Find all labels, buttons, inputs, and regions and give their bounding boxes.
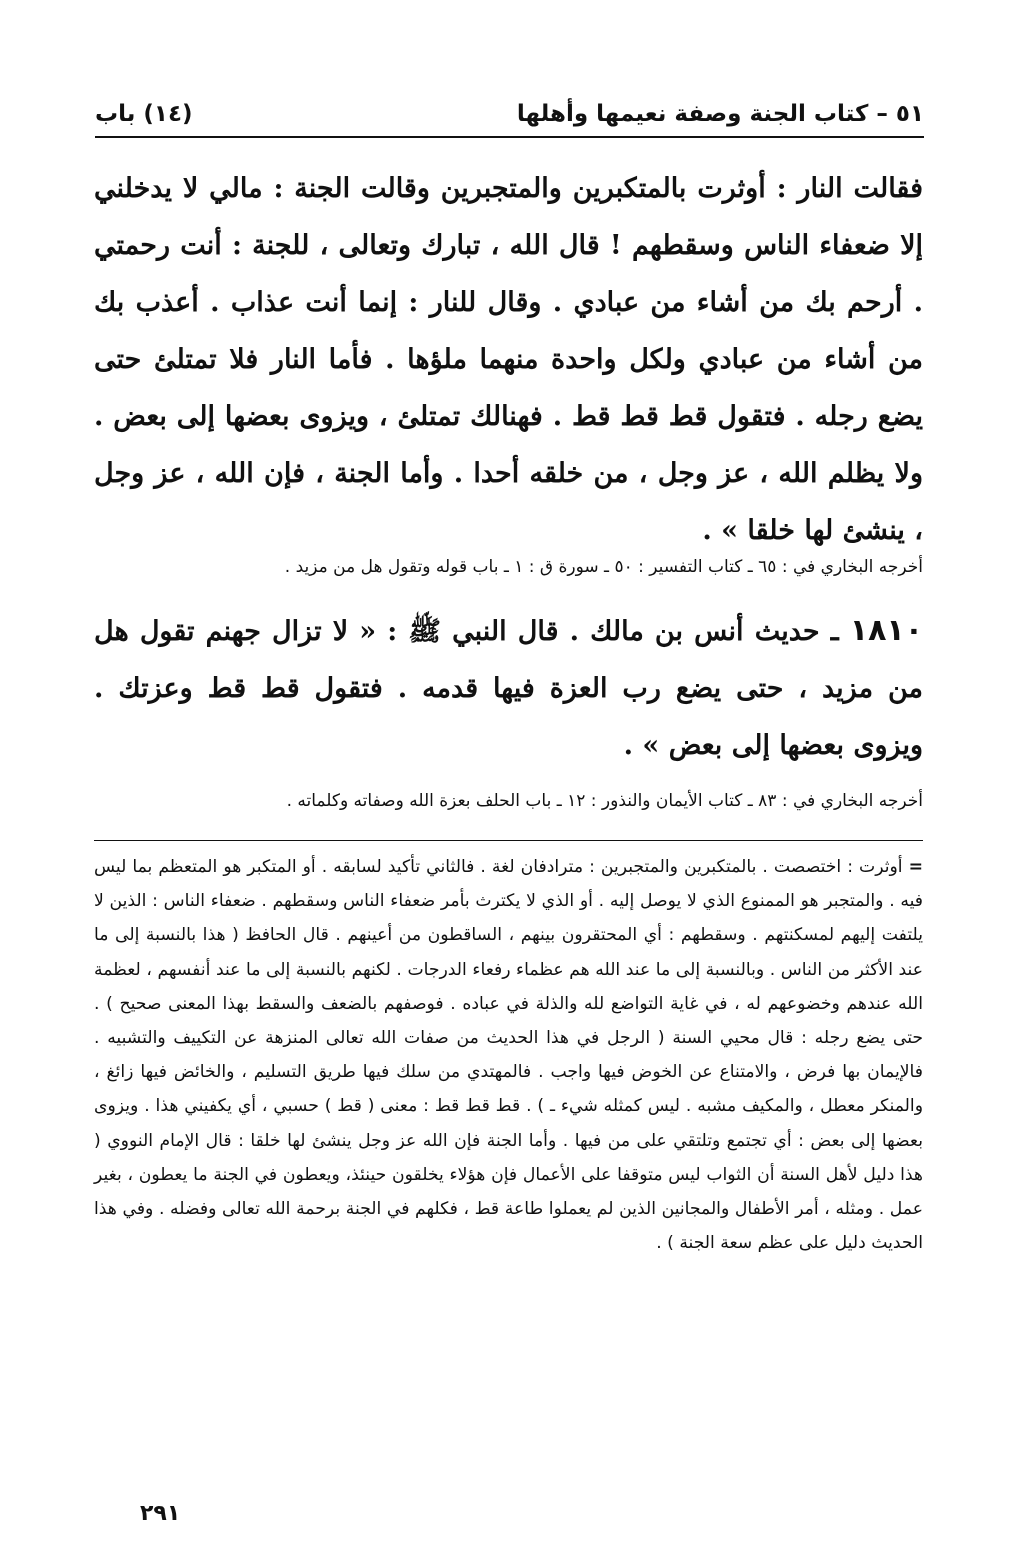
footnote-mark: = — [908, 857, 923, 877]
footnotes — [94, 850, 923, 1260]
footnote-text: أوثرت : اختصصت . بالمتكبرين والمتجبرين : مترادفان لغة . فالثاني تأكيد لسابقه . أو المتكبر هو المتعظم بما ليس فيه . والمتجبر هو الممنوع الذي لا يوصل إليه . أو الذي لا يكترث بأمر ضعفاء الناس وسقطهم . ضعفاء الناس : الذين لا يلتفت إليهم لمسكنتهم . وسقطهم : أي المحتقرون بينهم ، الساقطون من أعينهم . قال الحافظ ( هذا بالنسبة إلى ما عند الأكثر من الناس . وبالنسبة إلى ما عند الله هم عظماء رفعاء الدرجات . لكنهم بالنسبة إلى ما عند أنفسهم ، لعظمة الله عندهم وخضوعهم له ، في غاية التواضع لله والذلة في عباده . فوصفهم بالضعف والسقط بهذا المعنى صحيح ) . حتى يضع رجله : قال محيي السنة ( الرجل في هذا الحديث من صفات الله تعالى المنزهة عن التكييف والتشبيه . فالإيمان بها فرض ، والامتناع عن الخوض فيها واجب . فالمهتدي من سلك فيها طريق التسليم ، والخائض فيها زائغ ، والمنكر معطل ، والمكيف مشبه . ليس كمثله شيء ـ ) . قط قط قط : معنى ( قط ) حسبي ، أي يكفيني هذا . ويزوى بعضها إلى بعض : أي تجتمع وتلتقي على من فيها . وأما الجنة فإن الله عز وجل ينشئ لها خلقا : قال الإمام النووي ( هذا دليل لأهل السنة أن الثواب ليس متوقفا على الأعمال فإن هؤلاء يخلقون حينئذ، ويعطون في الجنة ما يعطون ، بغير عمل . ومثله ، أمر الأطفال والمجانين الذين لم يعملوا طاعة قط ، فكلهم في الجنة برحمة الله تعالى وفضله . وفي هذا الحديث دليل على عظم سعة الجنة ) . — [94, 857, 923, 1254]
hadith-1-text: فقالت النار : أوثرت بالمتكبرين والمتجبرين وقالت الجنة : مالي لا يدخلني إلا ضعفاء الناس وسقطهم ! قال الله ، تبارك وتعالى ، للجنة : أنت رحمتي . أرحم بك من أشاء من عبادي . وقال للنار : إنما أنت عذاب . أعذب بك من أشاء من عبادي ولكل واحدة منهما ملؤها . فأما النار فلا تمتلئ حتى يضع رجله . فتقول قط قط قط . فهنالك تمتلئ ، ويزوى بعضها إلى بعض . ولا يظلم الله ، عز وجل ، من خلقه أحدا . وأما الجنة ، فإن الله ، عز وجل ، ينشئ لها خلقا » . — [94, 173, 923, 546]
chapter-title: ٥١ – كتاب الجنة وصفة نعيمها وأهلها — [516, 101, 924, 127]
hadith-1-source: أخرجه البخاري في : ٦٥ ـ كتاب التفسير : ٥٠ ـ سورة ق : ١ ـ باب قوله وتقول هل من مزيد . — [284, 557, 923, 577]
page-number: ٢٩١ — [140, 1501, 181, 1526]
section-label: (١٤) باب — [95, 101, 193, 127]
hadith-2-number: ١٨١٠ — [849, 613, 924, 648]
hadith-2 — [94, 602, 923, 774]
hadith-2-text: ـ حديث أنس بن مالك . قال النبي ﷺ : « لا تزال جهنم تقول هل من مزيد ، حتى يضع رب العزة فيها قدمه . فتقول قط قط وعزتك . ويزوى بعضها إلى بعض » . — [94, 616, 923, 761]
footnote-divider — [94, 840, 923, 841]
hadith-2-source: أخرجه البخاري في : ٨٣ ـ كتاب الأيمان والنذور : ١٢ ـ باب الحلف بعزة الله وصفاته وكلماته . — [286, 791, 923, 811]
page-header — [95, 92, 924, 138]
